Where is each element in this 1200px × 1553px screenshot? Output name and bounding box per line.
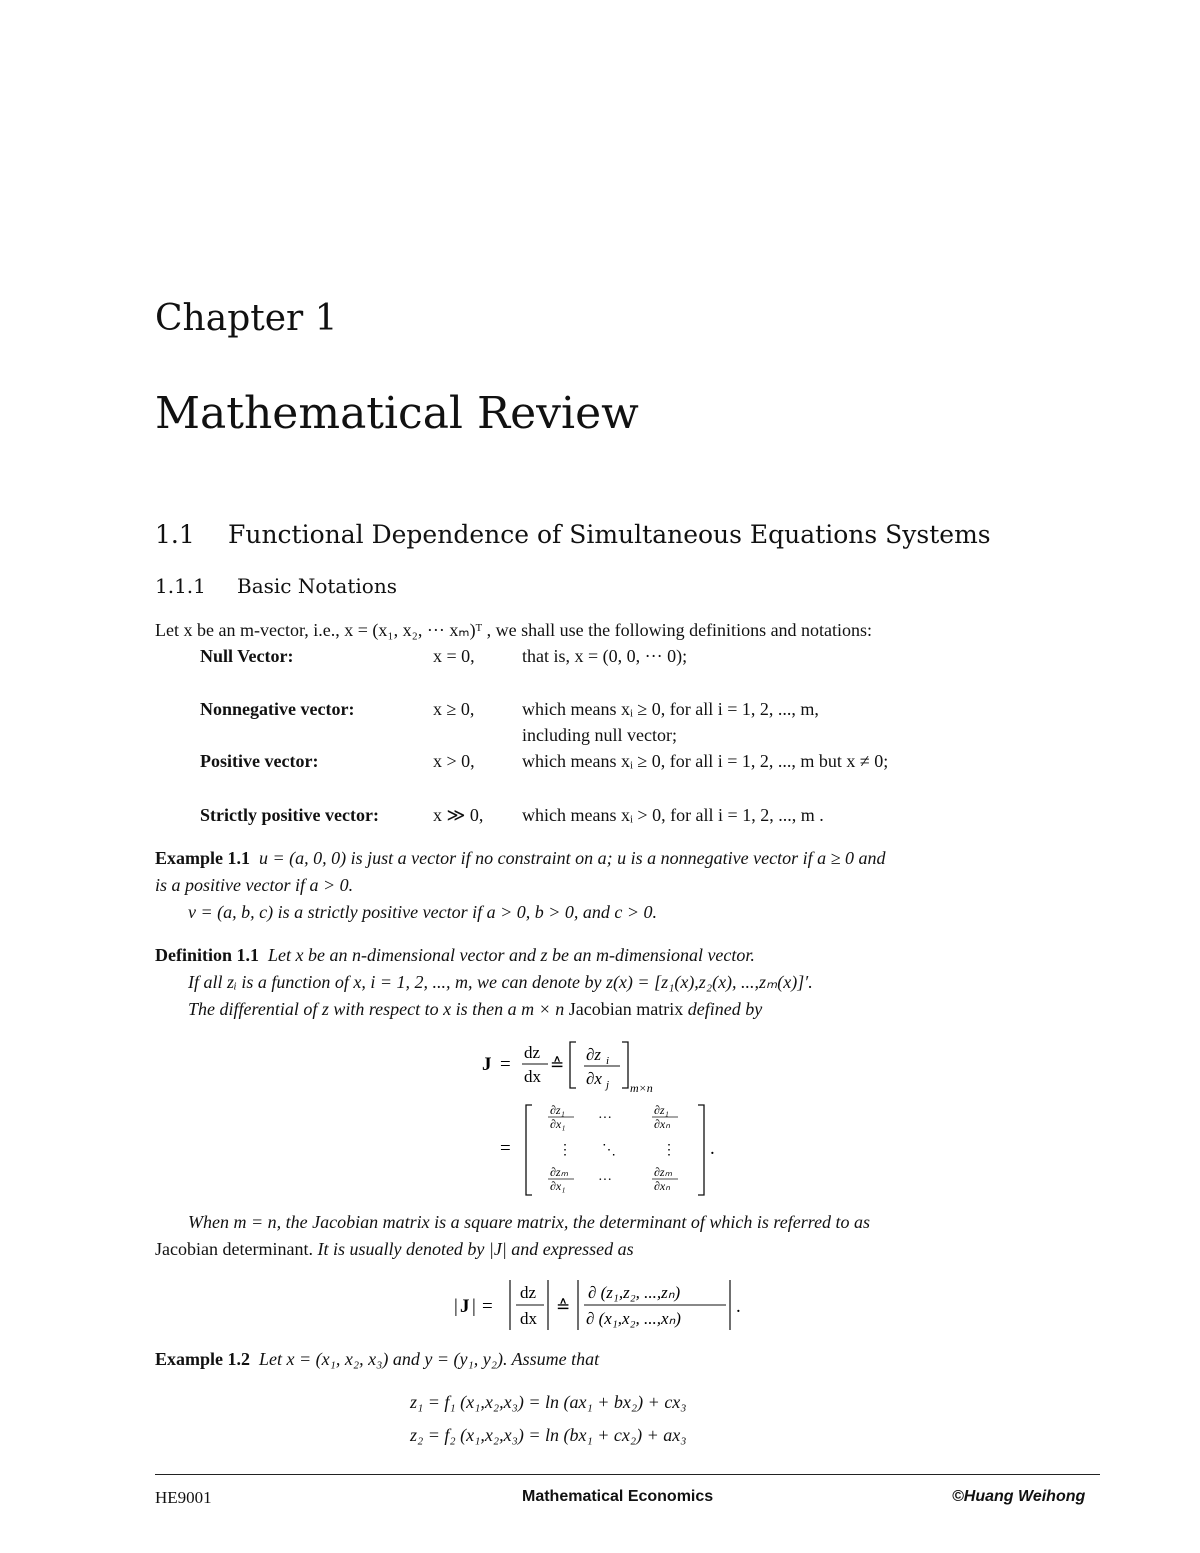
definition-text-c: defined by [687,999,763,1019]
equation-z1: z₁ = f₁ (x₁,x₂,x₃) = ln (ax₁ + bx₂) + cx₃ [410,1392,687,1412]
svg-text:.: . [736,1296,741,1317]
svg-text:∂x: ∂x [586,1069,602,1088]
section-number: 1.1 [155,520,195,549]
svg-text:dz: dz [520,1283,537,1302]
definition-symbol: x ≫ 0, [433,805,484,825]
svg-text:⋮: ⋮ [558,1143,572,1158]
intro-paragraph: Let x be an m-vector, i.e., x = (x₁, x₂, ··· xₘ)ᵀ , we shall use the following definitions and notations: [155,620,873,640]
subsection-number: 1.1.1 [155,574,206,598]
svg-text:···: ··· [598,1111,612,1126]
jacobian-paragraph-line2 [155,1239,634,1260]
svg-text:∂z: ∂z [586,1045,602,1064]
definition-desc-continued: including null vector; [522,725,677,745]
svg-text:···: ··· [598,1173,612,1188]
definition-1-1-line3 [188,999,762,1020]
section-heading [155,520,991,549]
chapter-label: Chapter 1 [155,298,338,339]
definition-1-1-line1 [155,945,755,966]
footer-course-code: HE9001 [155,1488,212,1507]
svg-text:∂zₘ: ∂zₘ [550,1165,569,1179]
svg-text:=: = [482,1296,493,1317]
svg-text:∂xₙ: ∂xₙ [654,1117,671,1131]
jacobian-determinant-term: Jacobian determinant. [155,1239,313,1259]
svg-text:≙: ≙ [556,1297,571,1316]
definition-symbol: x = 0, [433,646,475,666]
equation-z2: z₂ = f₂ (x₁,x₂,x₃) = ln (bx₁ + cx₂) + ax₃ [410,1425,687,1445]
definition-desc: which means xᵢ > 0, for all i = 1, 2, ..., m . [522,805,824,825]
svg-text:j: j [606,1079,610,1091]
svg-text:m×n: m×n [630,1081,653,1095]
jacobian-matrix-equation [470,1030,730,1205]
svg-text:∂z₁: ∂z₁ [654,1103,669,1117]
svg-text:≙: ≙ [550,1055,565,1074]
example-text: u = (a, 0, 0) is just a vector if no constraint on a; u is a nonnegative vector if a ≥ 0 and [259,848,886,868]
svg-text:dx: dx [524,1067,541,1086]
example-label: Example 1.2 [155,1349,251,1369]
svg-text:J: J [460,1296,470,1317]
definition-label: Positive vector: [200,751,319,771]
footer-author: ©Huang Weihong [952,1488,1086,1505]
definition-1-1-line2: If all zᵢ is a function of x, i = 1, 2, ..., m, we can denote by z(x) = [z₁(x),z₂(x), ...,zₘ(x)]′. [188,972,813,992]
definition-desc: which means xᵢ ≥ 0, for all i = 1, 2, ..., m, [522,699,819,719]
svg-text:J: J [482,1054,492,1075]
svg-text:∂x₁: ∂x₁ [550,1117,566,1131]
svg-text:⋮: ⋮ [662,1143,676,1158]
definition-desc: which means xᵢ ≥ 0, for all i = 1, 2, ..., m but x ≠ 0; [522,751,889,771]
example-1-2-line1 [155,1349,599,1370]
definition-desc: that is, x = (0, 0, ··· 0); [522,646,688,666]
jacobian-determinant-equation [440,1268,760,1338]
svg-text:∂ (x₁,x₂, ...,xₙ): ∂ (x₁,x₂, ...,xₙ) [586,1309,681,1328]
definition-text: Let x be an n-dimensional vector and z be an m-dimensional vector. [268,945,755,965]
svg-text:.: . [710,1138,715,1159]
subsection-title: Basic Notations [237,574,397,598]
svg-text:i: i [606,1055,610,1067]
footer-rule [155,1474,1100,1475]
definition-label: Strictly positive vector: [200,805,379,825]
jacobian-paragraph-line1: When m = n, the Jacobian matrix is a square matrix, the determinant of which is referred to as [188,1212,871,1232]
svg-text:dx: dx [520,1309,537,1328]
definition-label: Nonnegative vector: [200,699,355,719]
example-label: Example 1.1 [155,848,251,868]
svg-text:dz: dz [524,1043,541,1062]
svg-text:∂zₘ: ∂zₘ [654,1165,673,1179]
definition-symbol: x > 0, [433,751,475,771]
svg-text:|: | [454,1296,458,1317]
svg-text:∂x₁: ∂x₁ [550,1179,566,1193]
definition-text-a: The differential of z with respect to x is then a m × n [188,999,565,1019]
chapter-title: Mathematical Review [155,388,639,439]
svg-text:=: = [500,1054,511,1075]
definition-symbol: x ≥ 0, [433,699,475,719]
footer-course-title: Mathematical Economics [522,1488,714,1505]
definition-block-label: Definition 1.1 [155,945,260,965]
section-title: Functional Dependence of Simultaneous Equations Systems [228,520,991,549]
svg-text:∂xₙ: ∂xₙ [654,1179,671,1193]
jacobian-text: It is usually denoted by |J| and expressed as [317,1239,634,1259]
example-text: Let x = (x₁, x₂, x₃) and y = (y₁, y₂). Assume that [259,1349,600,1369]
example-1-1-line2: is a positive vector if a > 0. [155,875,354,895]
definition-label: Null Vector: [200,646,294,666]
svg-text:∂ (z₁,z₂, ...,zₙ): ∂ (z₁,z₂, ...,zₙ) [588,1283,681,1302]
example-1-1-line3: v = (a, b, c) is a strictly positive vector if a > 0, b > 0, and c > 0. [188,902,658,922]
definition-text-b: Jacobian matrix [568,999,684,1019]
svg-text:⋱: ⋱ [602,1143,616,1158]
svg-text:=: = [500,1138,511,1159]
svg-text:∂z₁: ∂z₁ [550,1103,565,1117]
example-1-1-line1 [155,848,885,869]
svg-text:|: | [472,1296,476,1317]
subsection-heading [155,574,397,598]
